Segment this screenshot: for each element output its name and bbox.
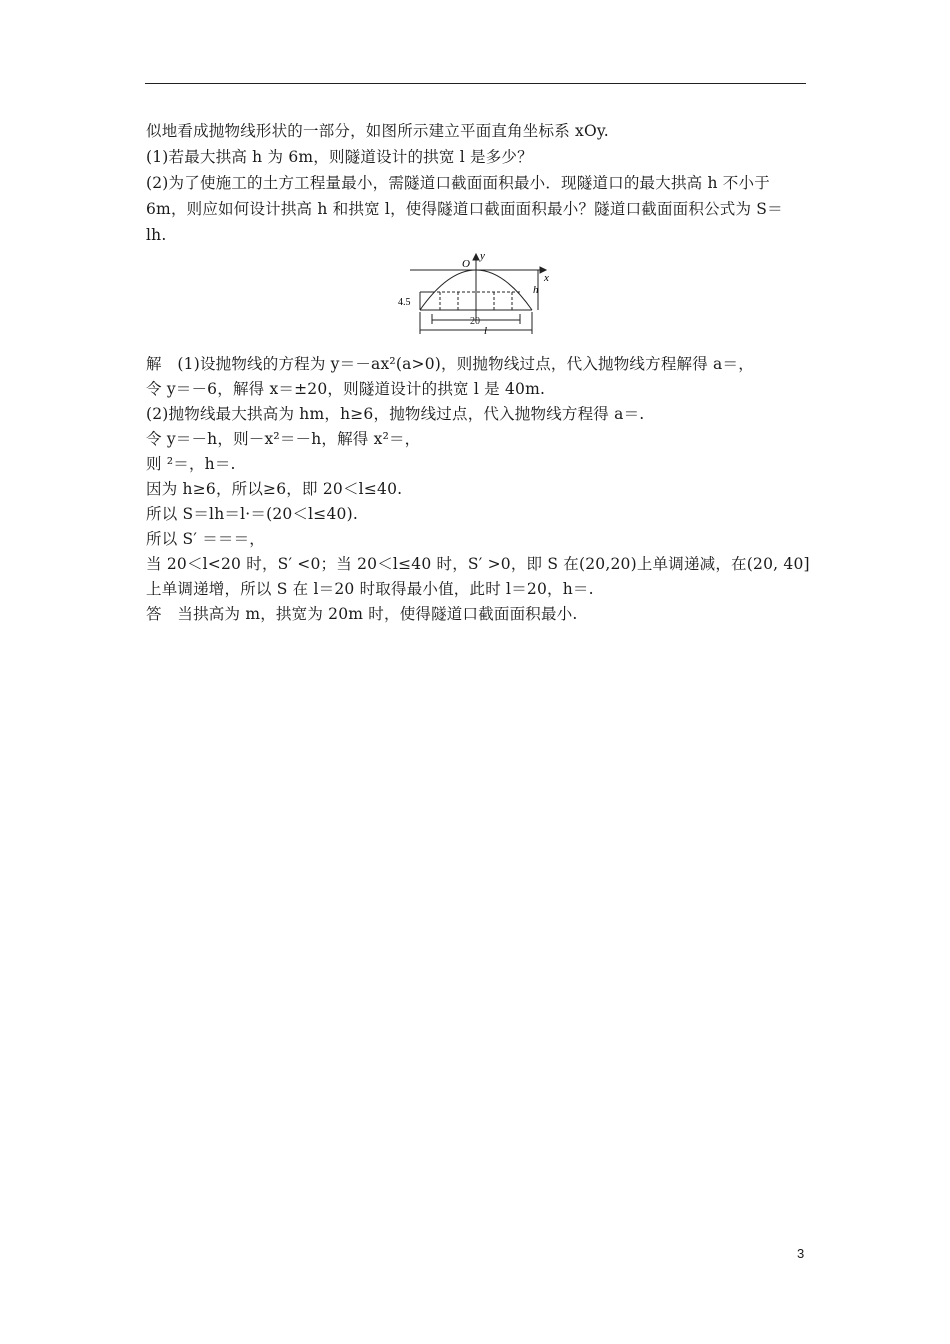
solution-line: 解 (1)设抛物线的方程为 y＝－ax²(a>0)，则抛物线过点，代入抛物线方程解得 a＝， xyxy=(146,355,754,373)
problem-question-1: (1)若最大拱高 h 为 6m，则隧道设计的拱宽 l 是多少？ xyxy=(146,148,533,166)
header-rule xyxy=(145,83,806,84)
solution-line: 令 y＝－6，解得 x＝±20，则隧道设计的拱宽 l 是 40m. xyxy=(146,380,546,398)
solution-line: (2)抛物线最大拱高为 hm，h≥6，抛物线过点，代入抛物线方程得 a＝. xyxy=(146,405,645,423)
solution-line: 令 y＝－h，则－x²＝－h，解得 x²＝， xyxy=(146,430,421,448)
solution-line: 当 20＜l<20 时，S′ <0；当 20＜l≤40 时，S′ >0，即 S 在(20,20)上单调递减，在(20, 40] xyxy=(146,555,810,573)
solution-line: 所以 S＝lh＝l·＝(20＜l≤40). xyxy=(146,505,358,523)
page-number: 3 xyxy=(797,1246,805,1261)
problem-line: lh. xyxy=(146,226,167,244)
solution-line: 因为 h≥6，所以≥6，即 20＜l≤40. xyxy=(146,480,403,498)
solution-line: 上单调递增，所以 S 在 l＝20 时取得最小值，此时 l＝20，h＝. xyxy=(146,580,594,598)
label-origin: O xyxy=(462,258,470,270)
solution-line: 则 ²＝，h＝. xyxy=(146,455,236,473)
tunnel-diagram xyxy=(390,250,560,338)
label-y: y xyxy=(480,250,485,262)
label-x: x xyxy=(544,272,549,284)
label-width: 20 xyxy=(470,316,480,327)
y-axis-arrow xyxy=(473,254,479,260)
label-l: l xyxy=(484,325,488,337)
label-height: 4.5 xyxy=(398,297,411,308)
problem-question-2: (2)为了使施工的土方工程量最小，需隧道口截面面积最小．现隧道口的最大拱高 h 不小于 xyxy=(146,174,770,192)
solution-line: 所以 S′ ＝＝＝， xyxy=(146,530,265,548)
problem-line: 6m，则应如何设计拱高 h 和拱宽 l，使得隧道口截面面积最小？隧道口截面面积公式为 S＝ xyxy=(146,200,783,218)
answer-line: 答 当拱高为 m，拱宽为 20m 时，使得隧道口截面面积最小. xyxy=(146,605,578,623)
problem-line: 似地看成抛物线形状的一部分，如图所示建立平面直角坐标系 xOy. xyxy=(146,122,609,140)
label-h: h xyxy=(533,284,539,296)
